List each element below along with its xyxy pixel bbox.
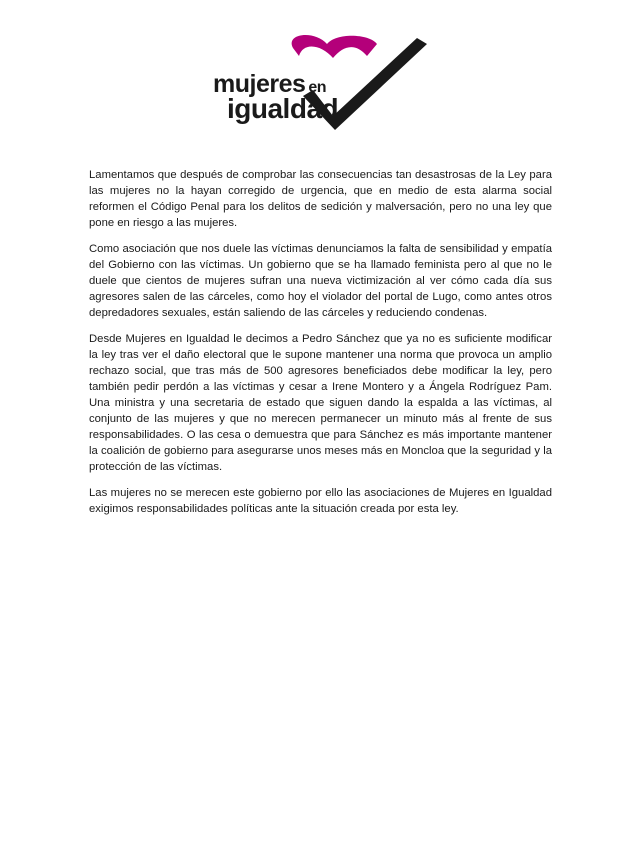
paragraph-4: Las mujeres no se merecen este gobierno por ello las asociaciones de Mujeres en Igualdad exigimos responsabilidades políticas ante la situación creada por esta ley. bbox=[89, 487, 552, 515]
paragraph-2: Como asociación que nos duele las víctimas denunciamos la falta de sensibilidad y empatía del Gobierno con las víctimas. Un gobierno que se ha llamado feminista pero al que no le duele que cientos de mujeres sufran una nueva victimización al ver cómo cada día sus agresores salen de las cárceles, como hoy el violador del portal de Lugo, como antes otros depredadores sexuales, están saliendo de las cárceles y reduciendo condenas. bbox=[89, 243, 552, 319]
paragraph-1: Lamentamos que después de comprobar las consecuencias tan desastrosas de la Ley para las mujeres no la hayan corregido de urgencia, que en medio de esta alarma social reformen el Código Penal para los delitos de sedición y malversación, pero no una ley que pone en riesgo a las mujeres. bbox=[89, 169, 552, 229]
heart-shape bbox=[292, 35, 377, 58]
paragraph-3: Desde Mujeres en Igualdad le decimos a Pedro Sánchez que ya no es suficiente modificar la ley tras ver el daño electoral que le supone mantener una norma que provoca un amplio rechazo social, que tras más de 500 agresores beneficiados debe modificar la ley, pero también pedir perdón a las víctimas y cesar a Irene Montero y a Ángela Rodríguez Pam. Una ministra y una secretaria de estado que siguen dando la espalda a las víctimas, al conjunto de las mujeres y que no merecen permanecer un minuto más al frente de sus responsabilidades. O las cesa o demuestra que para Sánchez es más importante mantener la coalición de gobierno para asegurarse unos meses más en Moncloa que la seguridad y la protección de las víctimas. bbox=[89, 333, 552, 473]
press-release-body bbox=[89, 167, 552, 527]
logo-word-en: en bbox=[308, 79, 327, 96]
logo bbox=[205, 30, 440, 130]
logo-word-mujeres: mujeres bbox=[213, 70, 306, 98]
logo-word-igualdad: igualdad bbox=[227, 93, 339, 124]
logo-text bbox=[213, 72, 338, 123]
